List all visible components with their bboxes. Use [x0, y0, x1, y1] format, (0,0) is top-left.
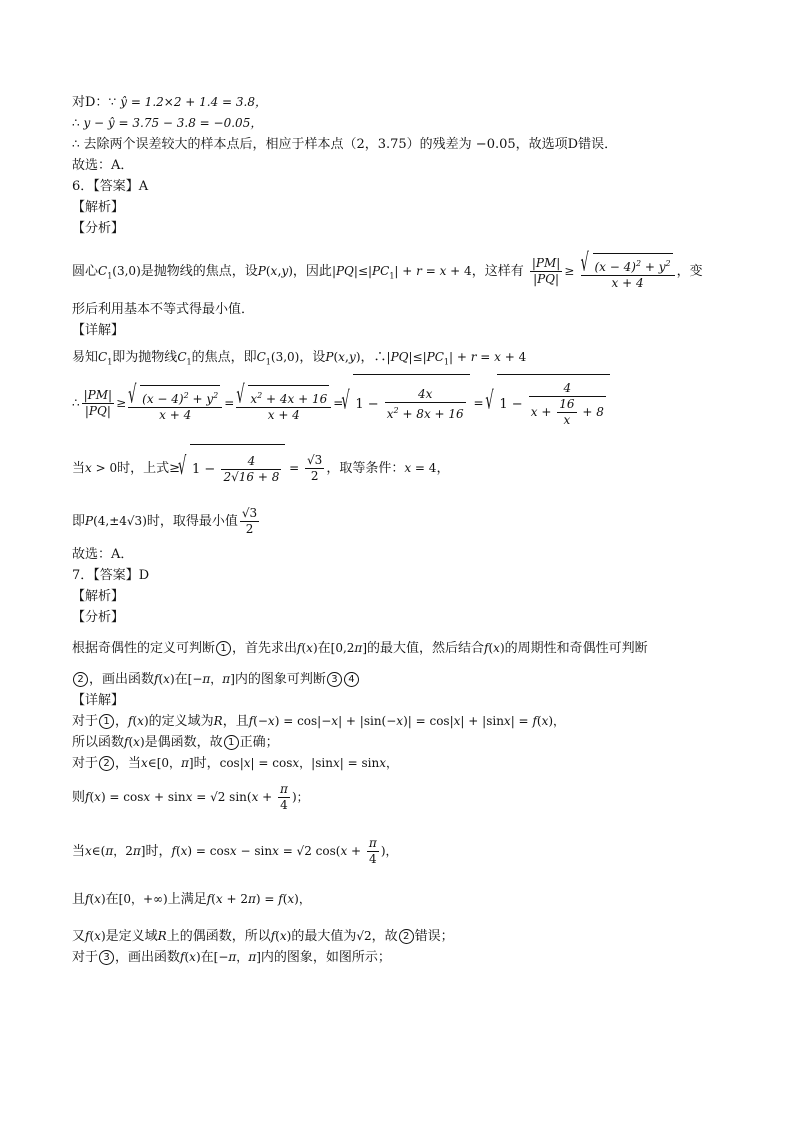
distance-ratio-fraction: √ $\frac{(x - 4)^2 + y^2}{x + 4}$	[581, 253, 675, 291]
d-check-line: 对D：∵ ŷ = 1.2×2 + 1.4 = 3.8，	[72, 95, 267, 110]
pm-over-pq-fraction: $\frac{|PM|}{|PQ|}$	[531, 256, 561, 286]
d-conclusion: 去除两个误差较大的样本点后，相应于样本点（2，3.75）的残差为 −0.05，故选项D错误．	[83, 137, 618, 152]
q6-analysis-cont: 形后利用基本不等式得最小值．	[72, 302, 255, 317]
q7-answer: 7．【答案】D	[72, 568, 150, 583]
choose-a-line-2: 故选：A．	[72, 547, 134, 562]
choose-a-line-1: 故选：A．	[72, 158, 134, 173]
q7-jiexi-heading: 【解析】	[72, 589, 125, 604]
q7-detail-line-7: 又f(x)是定义域R上的偶函数，所以f(x)的最大值为√2，故 2 错误；	[72, 929, 454, 944]
q7-detail-line-1: 对于 1 ，f(x)的定义域为R，且f(−x) = cos|−x| + |sin(−x)| = cos|x| + |sinx| = f(x)，	[72, 714, 566, 729]
q7-fenxi-heading: 【分析】	[72, 610, 125, 625]
q6-chain-line: ∴ $\frac{|PM|}{|PQ|}$ ≥ √ $\frac{(x - 4)^2 + y^2}{x + 4}$ = √ $\frac{x^2 + 4x + 16}{x + 4}$ =√ 1 − $\frac{4x}{x^2 + 8x + 16}$ = √ 1 − 4 x + $\frac{16}{x}$ + 8	[72, 374, 722, 430]
q6-detail-line: 易知$C_1$即为抛物线$C_1$的焦点，即$C_1(3,0)$，设P(x,y)，$\therefore|PQ|\le|PC_1| + r = x + 4$	[72, 350, 527, 367]
q6-when2-line: 即P(4,±4√3)时，取得最小值 $\frac{√3}{2}$	[72, 506, 258, 536]
q6-jiexi-heading: 【解析】	[72, 200, 125, 215]
d-residual-formula: y − ŷ = 3.75 − 3.8 = −0.05，	[83, 116, 263, 130]
q7-analysis-line-1: 根据奇偶性的定义可判断 1 ，首先求出f(x)在[0,2π]的最大值，然后结合f(x)的周期性和奇偶性可判断	[72, 641, 648, 656]
q7-xiangjie-heading: 【详解】	[72, 693, 125, 708]
q7-detail-line-6: 且f(x)在[0，+∞)上满足f(x + 2π) = f(x)，	[72, 892, 311, 907]
q7-detail-line-3: 对于 2 ，当x∈[0，π]时，cos|x| = cosx，|sinx| = sinx，	[72, 756, 398, 771]
d-check-formula: ŷ = 1.2×2 + 1.4 = 3.8，	[120, 95, 267, 109]
q7-detail-line-2: 所以函数f(x)是偶函数，故 1 正确；	[72, 735, 279, 750]
d-check-label: 对D：	[72, 95, 109, 110]
d-residual-line: ∴ y − ŷ = 3.75 − 3.8 = −0.05，	[72, 116, 263, 130]
q7-detail-line-5: 当x∈(π，2π]时，f(x) = cosx − sinx = √2 cos(x + $\frac{\pi}{4}$ )，	[72, 836, 398, 866]
q7-analysis-line-2: 2 ，画出函数f(x)在[−π，π]内的图象可判断 3 4	[72, 669, 722, 690]
q6-analysis-line: 圆心$C_1(3,0)$是抛物线的焦点，设P(x,y)，因此$|PQ|\le|PC_1| + r = x + 4$，这样有 $\frac{|PM|}{|PQ|}$ ≥ √ $\frac{(x - 4)^2 + y^2}{x + 4}$ ，变	[72, 243, 722, 299]
q6-xiangjie-heading: 【详解】	[72, 323, 125, 338]
q6-answer: 6．【答案】A	[72, 179, 149, 194]
d-conclusion-line: ∴ 去除两个误差较大的样本点后，相应于样本点（2，3.75）的残差为 −0.05，故选项D错误．	[72, 137, 618, 152]
q7-detail-line-8: 对于 3 ，画出函数f(x)在[−π，π]内的图象，如图所示；	[72, 950, 391, 965]
solution-page	[72, 92, 722, 968]
q6-fenxi-heading: 【分析】	[72, 221, 125, 236]
q6-when-line: 当x > 0时，上式≥√ 1 − $\frac{4}{2√16 + 8}$ = $\frac{√3}{2}$ ，取等条件：x = 4，	[72, 444, 722, 490]
q7-detail-line-4: 则f(x) = cosx + sinx = √2 sin(x + $\frac{\pi}{4}$ )；	[72, 782, 309, 812]
